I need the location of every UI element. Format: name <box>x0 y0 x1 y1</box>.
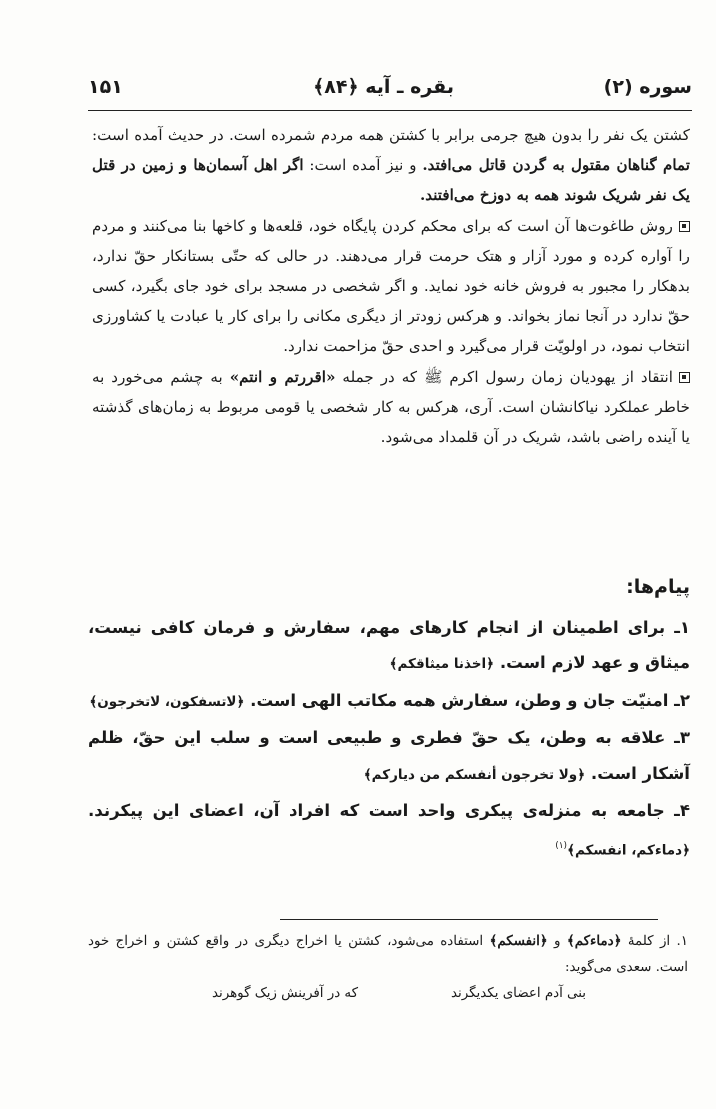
commentary-body <box>92 120 690 452</box>
paragraph-3-text-a: انتقاد از یهودیان زمان رسول اکرم ﷺ که در جمله <box>335 367 673 386</box>
paragraph-3 <box>92 362 690 453</box>
message-4-text: ۴ـ جامعه به منزله‌ی پیکری واحد است که افراد آن، اعضای این پیکرند. <box>88 801 690 820</box>
message-3-quote: ﴿ولا تخرجون أنفسکم من دیارکم﴾ <box>363 766 586 783</box>
page-number: ۱۵۱ <box>88 76 123 98</box>
verse-label: بقره ـ آیه ﴿۸۴﴾ <box>313 76 454 98</box>
footnote-marker[interactable]: (۱) <box>555 840 568 851</box>
paragraph-3-text-b: به چشم می‌خورد به خاطر عملکرد نیاکانشان است. آری، هرکس به کار شخصی یا قومی مربوط به زمان‌های گذشته یا آینده راضی باشد، شریک در آن قلمداد می‌شود. <box>92 367 690 447</box>
message-1 <box>88 610 690 683</box>
message-2-text: ۲ـ امنیّت جان و وطن، سفارش همه مکاتب الهی است. <box>250 690 690 710</box>
paragraph-2 <box>92 211 690 362</box>
footnote-word-b: ﴿انفسکم﴾ <box>489 933 548 949</box>
poem-verse <box>88 981 688 1007</box>
paragraph-2-text: روش طاغوت‌ها آن است که برای محکم کردن پایگاه خود، قلعه‌ها و کاخها بنا می‌کنند و مردم را آواره کرده و مورد آزار و هتک حرمت قرار می‌دهند. در حالی که حتّی بستانکار حقّ ندارد، بدهکار را مجبور به فروش خانه خود نماید. و اگر شخصی در مسجد برای خود جای بگیرد، کسی حقّ ندارد در آنجا نماز بخواند. و هرکس زودتر از دیگری مکانی را برای کار یا عبادت یا کشاورزی انتخاب نمود، در اولویّت قرار می‌گیرد و احدی حقّ مزاحمت ندارد. <box>92 216 690 356</box>
messages-heading: پیام‌ها: <box>626 576 690 598</box>
poem-hemistich-right: بنی آدم اعضای یکدیگرند <box>451 986 586 1001</box>
footnote-text <box>88 928 688 981</box>
poem-hemistich-left: که در آفرینش زیک گوهرند <box>211 986 358 1001</box>
message-3-text: ۳ـ علاقه به وطن، یک حقّ فطری و طبیعی است و سلب این حقّ، ظلم آشکار است. <box>88 728 690 783</box>
paragraph-1-text-a: کشتن یک نفر را بدون هیچ جرمی برابر با کشتن همه مردم شمرده است. در حدیث آمده است: <box>92 126 690 144</box>
footnote-word-a: ﴿دماءکم﴾ <box>566 933 622 949</box>
message-3 <box>88 720 690 793</box>
paragraph-1-text-b: و نیز آمده است: <box>303 156 423 175</box>
message-1-text: ۱ـ برای اطمینان از انجام کارهای مهم، سفارش و فرمان کافی نیست، میثاق و عهد لازم است. <box>88 617 690 672</box>
paragraph-1 <box>92 120 690 211</box>
messages-section <box>88 570 690 869</box>
message-2 <box>88 683 690 721</box>
message-4-quote: ﴿دماءکم، انفسکم﴾ <box>567 842 690 859</box>
footnote-text-a: ۱. از کلمهٔ <box>621 934 688 949</box>
footnote-text-c: استفاده می‌شود، کشتن یا اخراج دیگری در واقع کشتن و اخراج خود است. سعدی می‌گوید: <box>88 934 688 975</box>
footnote <box>88 928 688 1007</box>
message-1-quote: ﴿اخذنا میثاقکم﴾ <box>389 656 495 672</box>
square-bullet-icon <box>679 372 690 383</box>
square-bullet-icon <box>679 221 690 232</box>
header-rule <box>88 110 692 111</box>
page-header <box>88 74 692 108</box>
surah-label: سوره (۲) <box>603 76 692 98</box>
footnote-rule <box>280 919 658 920</box>
paragraph-3-quote: «اقررتم و انتم» <box>229 367 336 386</box>
message-2-quote: ﴿لاتسفکون، لاتخرجون﴾ <box>89 693 245 710</box>
paragraph-1-hadith-a: تمام گناهان مقتول به گردن قاتل می‌افتد. <box>422 156 690 175</box>
message-4 <box>88 793 690 869</box>
footnote-text-b: و <box>547 934 567 949</box>
paragraph-1-hadith-b: اگر اهل آسمان‌ها و زمین در قتل یک نفر شریک شوند همه به دوزخ می‌افتند. <box>92 156 690 205</box>
